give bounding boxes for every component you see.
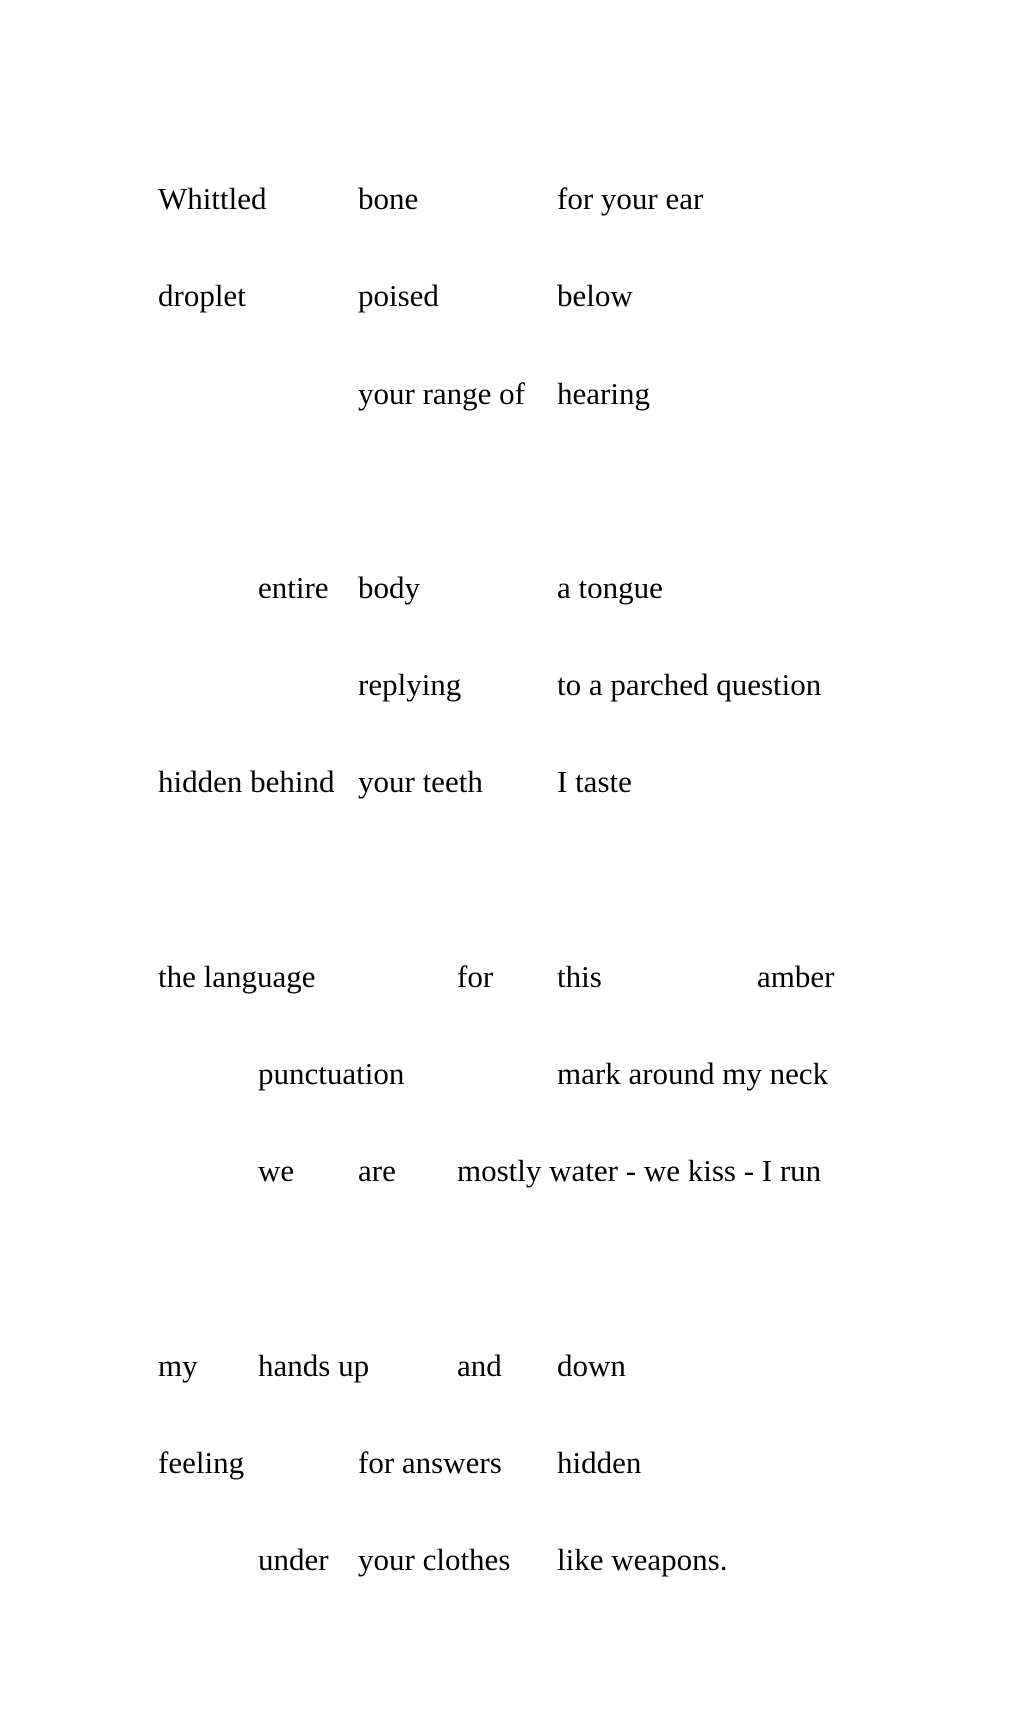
poem-word: droplet xyxy=(158,278,246,313)
poem-word: we xyxy=(258,1153,295,1188)
poem-word: and xyxy=(457,1348,502,1383)
poem-word: hidden xyxy=(557,1445,642,1480)
poem-word: replying xyxy=(358,667,462,702)
poem-word: for answers xyxy=(358,1445,502,1480)
poem-word: feeling xyxy=(158,1445,245,1480)
poem-word: I taste xyxy=(557,764,632,799)
poem-word: down xyxy=(557,1348,626,1383)
poem-word: to a parched question xyxy=(557,667,822,702)
poem-word: body xyxy=(358,570,420,605)
poem-word: hidden behind xyxy=(158,764,335,799)
poem-word: are xyxy=(358,1153,396,1188)
poem-word: my xyxy=(158,1348,198,1383)
poem-word: Whittled xyxy=(158,181,267,216)
poem-word: for xyxy=(457,959,494,994)
poem-word: your range of xyxy=(358,376,525,411)
poem-word: your teeth xyxy=(358,764,483,799)
poem-word: mark around my neck xyxy=(557,1056,829,1091)
poem-word: below xyxy=(557,278,633,313)
poem-word: your clothes xyxy=(358,1542,511,1577)
poem-word: punctuation xyxy=(258,1056,405,1091)
poem-word: for your ear xyxy=(557,181,704,216)
poem-word: bone xyxy=(358,181,419,216)
poem-word: poised xyxy=(358,278,439,313)
poem-word: entire xyxy=(258,570,329,605)
poem-word: this xyxy=(557,959,602,994)
poem-word: a tongue xyxy=(557,570,663,605)
poem-word: amber xyxy=(757,959,835,994)
poem-word: hands up xyxy=(258,1348,370,1383)
poem-word: like weapons. xyxy=(557,1542,728,1577)
poem-word: under xyxy=(258,1542,329,1577)
poem-word: the language xyxy=(158,959,316,994)
poem-word: hearing xyxy=(557,376,650,411)
poem-word: mostly water - we kiss - I run xyxy=(457,1153,822,1188)
